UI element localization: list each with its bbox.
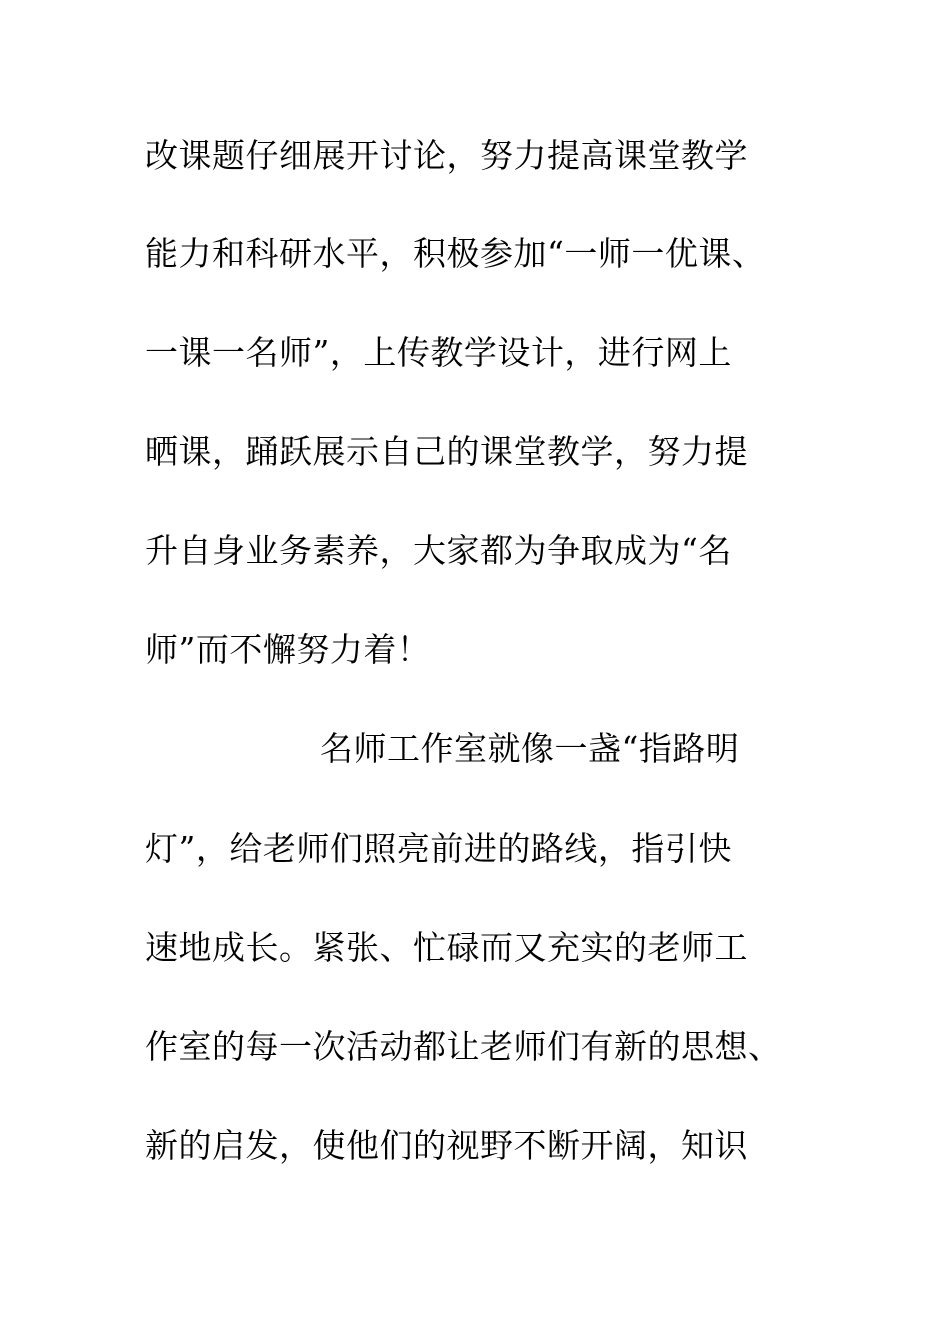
paragraph-line: 师”而不懈努力着！ [145, 630, 431, 669]
paragraph-line: 改课题仔细展开讨论，努力提高课堂教学 [145, 136, 748, 175]
paragraph-line: 灯”，给老师们照亮前进的路线，指引快 [145, 829, 732, 868]
paragraph-line: 新的启发，使他们的视野不断开阔，知识 [145, 1126, 748, 1165]
paragraph-line: 能力和科研水平，积极参加“一师一优课、 [145, 234, 766, 273]
paragraph-line: 一课一名师”，上传教学设计，进行网上 [145, 333, 732, 372]
paragraph-line: 升自身业务素养，大家都为争取成为“名 [145, 531, 732, 570]
paragraph-line: 晒课，踊跃展示自己的课堂教学，努力提 [145, 432, 748, 471]
paragraph-line: 作室的每一次活动都让老师们有新的思想、 [145, 1027, 782, 1066]
paragraph-first-line: 名师工作室就像一盏“指路明 [320, 729, 740, 768]
paragraph-line: 速地成长。紧张、忙碌而又充实的老师工 [145, 928, 748, 967]
